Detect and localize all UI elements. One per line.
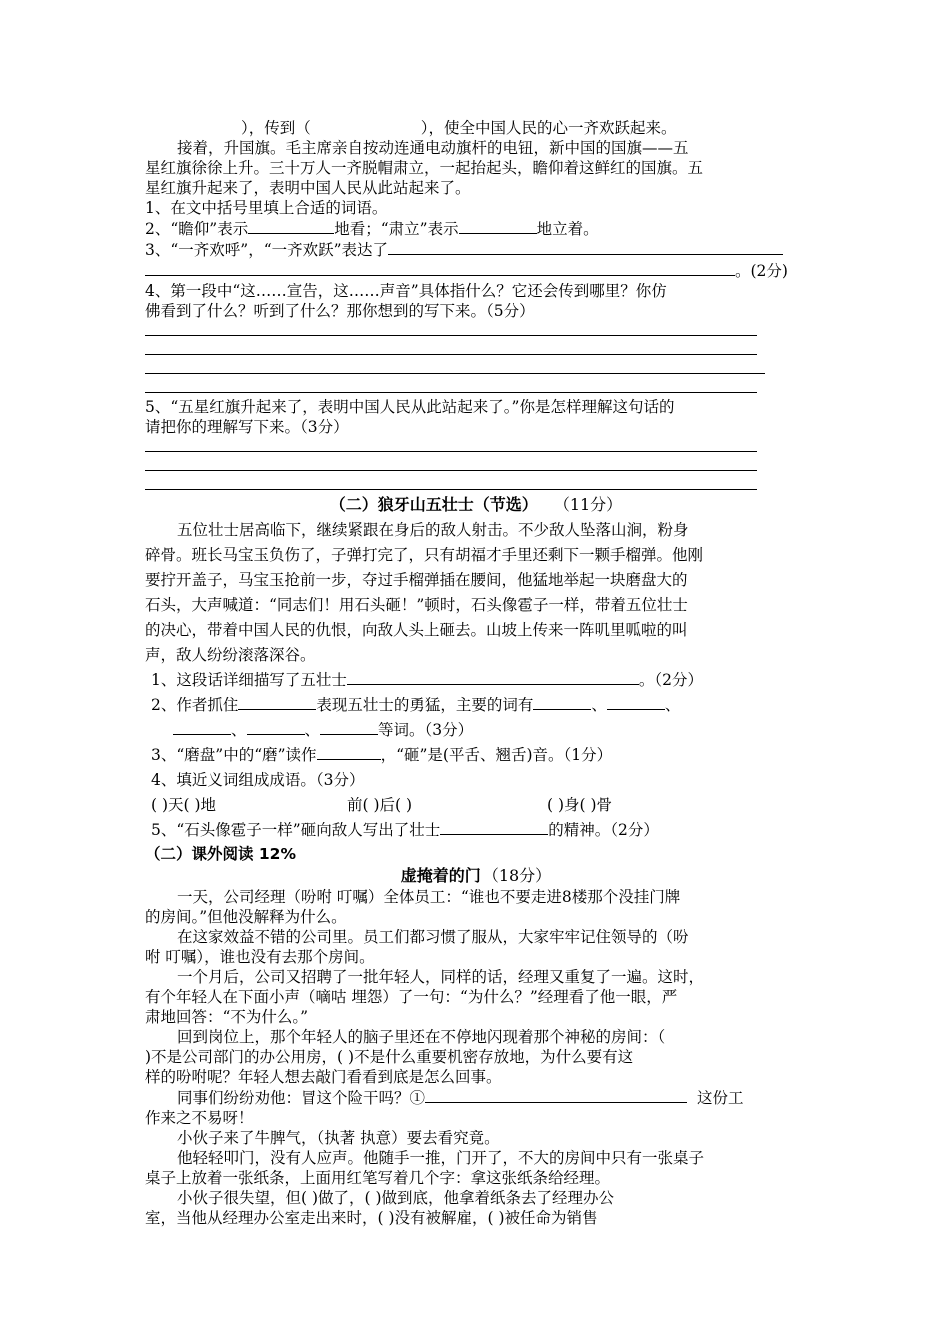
passage-line: 有个年轻人在下面小声（嘀咕 埋怨）了一句：“为什么？”经理看了他一眼，严 bbox=[145, 988, 678, 1006]
idiom-blank[interactable]: ( )身( )骨 bbox=[547, 796, 613, 814]
answer-line[interactable] bbox=[145, 336, 757, 355]
passage-line: 样的吩咐呢？年轻人想去敲门看看到底是怎么回事。 bbox=[145, 1068, 502, 1086]
passage-line: 小伙子很失望，但( )做了，( )做到底，他拿着纸条去了经理办公 bbox=[177, 1189, 615, 1207]
question-2: 2、“瞻仰”表示 地看；“肃立”表示 地立着。 bbox=[145, 220, 599, 238]
passage-line: 石头，大声喊道：“同志们！用石头砸！”顿时，石头像雹子一样，带着五位壮士 bbox=[145, 596, 688, 614]
passage-line: )不是公司部门的办公用房，( )不是什么重要机密存放地，为什么要有这 bbox=[145, 1048, 634, 1066]
question-5: 5、“五星红旗升起来了，表明中国人民从此站起来了。”你是怎样理解这句话的 bbox=[145, 398, 675, 416]
answer-blank[interactable] bbox=[440, 819, 548, 835]
passage-line: 碎骨。班长马宝玉负伤了，子弹打完了，只有胡福才手里还剩下一颗手榴弹。他刚 bbox=[145, 546, 704, 564]
answer-blank[interactable] bbox=[238, 694, 316, 710]
idiom-blank[interactable]: 前( )后( ) bbox=[347, 796, 413, 814]
passage-line: 他轻轻叩门，没有人应声。他随手一推，门开了，不大的房间中只有一张桌子 bbox=[177, 1149, 705, 1167]
passage-line: 回到岗位上，那个年轻人的脑子里还在不停地闪现着那个神秘的房间：（ bbox=[177, 1028, 666, 1046]
passage-line: 要拧开盖子，马宝玉抢前一步，夺过手榴弹插在腰间，他猛地举起一块磨盘大的 bbox=[145, 571, 688, 589]
answer-blank[interactable] bbox=[317, 744, 381, 760]
question-2: 2、作者抓住 表现五壮士的勇猛，主要的词有 、 、 bbox=[151, 696, 681, 714]
passage-line: 一天，公司经理（吩咐 叮嘱）全体员工：“谁也不要走进8楼那个没挂门牌 bbox=[177, 888, 681, 906]
answer-line[interactable] bbox=[145, 374, 757, 393]
answer-line[interactable] bbox=[145, 471, 757, 490]
question-4-line2: 佛看到了什么？听到了什么？那你想到的写下来。（5分） bbox=[145, 302, 535, 320]
passage-line: 星红旗徐徐上升。三十万人一齐脱帽肃立，一起抬起头，瞻仰着这鲜红的国旗。五 bbox=[145, 159, 704, 177]
passage-line: 的房间。”但他没解释为什么。 bbox=[145, 908, 347, 926]
exam-page bbox=[145, 118, 807, 1228]
passage-line: 肃地回答：“不为什么。” bbox=[145, 1008, 309, 1026]
answer-line[interactable] bbox=[145, 355, 765, 374]
question-3: 3、“磨盘”中的“磨”读作 ，“砸”是(平舌、翘舌)音。（1分） bbox=[151, 746, 613, 764]
answer-blank[interactable] bbox=[607, 694, 665, 710]
answer-blank[interactable] bbox=[388, 239, 783, 255]
answer-blank[interactable] bbox=[320, 719, 378, 735]
question-2-line2: 、 、 等词。（3分） bbox=[145, 718, 807, 743]
question-3-line2: 。(2分) bbox=[145, 260, 807, 281]
question-4: 4、填近义词组成成语。（3分） bbox=[151, 771, 365, 789]
section-header: （二）课外阅读 12% bbox=[145, 845, 296, 863]
question-3: 3、“一齐欢呼”，“一齐欢跃”表达了 bbox=[145, 239, 807, 260]
question-4: 4、第一段中“这……宣告，这……声音”具体指什么？它还会传到哪里？你仿 bbox=[145, 282, 667, 300]
passage-line: 接着，升国旗。毛主席亲自按动连通电动旗杆的电钮，新中国的国旗——五 bbox=[177, 139, 689, 157]
passage-line: 小伙子来了牛脾气，（执著 执意）要去看究竟。 bbox=[177, 1129, 500, 1147]
section-title: 虚掩着的门 （18分） bbox=[400, 866, 552, 885]
idiom-blank[interactable]: ( )天( )地 bbox=[151, 796, 217, 814]
passage-line: 一个月后，公司又招聘了一批年轻人，同样的话，经理又重复了一遍。这时， bbox=[177, 968, 705, 986]
passage-line: 声，敌人纷纷滚落深谷。 bbox=[145, 646, 316, 664]
answer-blank[interactable] bbox=[173, 719, 231, 735]
passage-line: 桌子上放着一张纸条，上面用红笔写着几个字：拿这张纸条给经理。 bbox=[145, 1169, 611, 1187]
question-1: 1、在文中括号里填上合适的词语。 bbox=[145, 199, 388, 217]
passage-line: 室，当他从经理办公室走出来时，( )没有被解雇，( )被任命为销售 bbox=[145, 1209, 598, 1227]
answer-line[interactable] bbox=[145, 437, 757, 452]
answer-blank[interactable] bbox=[145, 260, 735, 276]
answer-blank[interactable] bbox=[247, 719, 305, 735]
passage-line: 五位壮士居高临下，继续紧跟在身后的敌人射击。不少敌人坠落山涧，粉身 bbox=[177, 521, 689, 539]
answer-line[interactable] bbox=[145, 321, 757, 336]
passage-line: 作来之不易呀！ bbox=[145, 1109, 254, 1127]
passage-line: 咐 叮嘱），谁也没有去那个房间。 bbox=[145, 948, 375, 966]
passage-line: 同事们纷纷劝他：冒这个险干吗？① 这份工 bbox=[177, 1089, 744, 1107]
answer-line[interactable] bbox=[145, 452, 757, 471]
passage-line: 在这家效益不错的公司里。员工们都习惯了服从，大家牢牢记住领导的（吩 bbox=[177, 928, 689, 946]
passage-line: 的决心，带着中国人民的仇恨，向敌人头上砸去。山坡上传来一阵叽里呱啦的叫 bbox=[145, 621, 688, 639]
question-5: 5、“石头像雹子一样”砸向敌人写出了壮士 的精神。（2分） bbox=[151, 821, 659, 839]
answer-blank[interactable] bbox=[347, 669, 639, 685]
passage-line: ），传到（ ），使全中国人民的心一齐欢跃起来。 bbox=[241, 119, 677, 137]
answer-blank[interactable] bbox=[248, 218, 334, 234]
question-5-line2: 请把你的理解写下来。（3分） bbox=[145, 418, 349, 436]
answer-blank[interactable] bbox=[425, 1087, 687, 1103]
answer-blank[interactable] bbox=[459, 218, 537, 234]
idiom-row bbox=[145, 793, 807, 818]
answer-blank[interactable] bbox=[533, 694, 591, 710]
section-title: （二）狼牙山五壮士（节选） （11分） bbox=[329, 495, 623, 514]
question-1: 1、这段话详细描写了五壮士 。（2分） bbox=[151, 671, 703, 689]
passage-line: 星红旗升起来了，表明中国人民从此站起来了。 bbox=[145, 179, 471, 197]
